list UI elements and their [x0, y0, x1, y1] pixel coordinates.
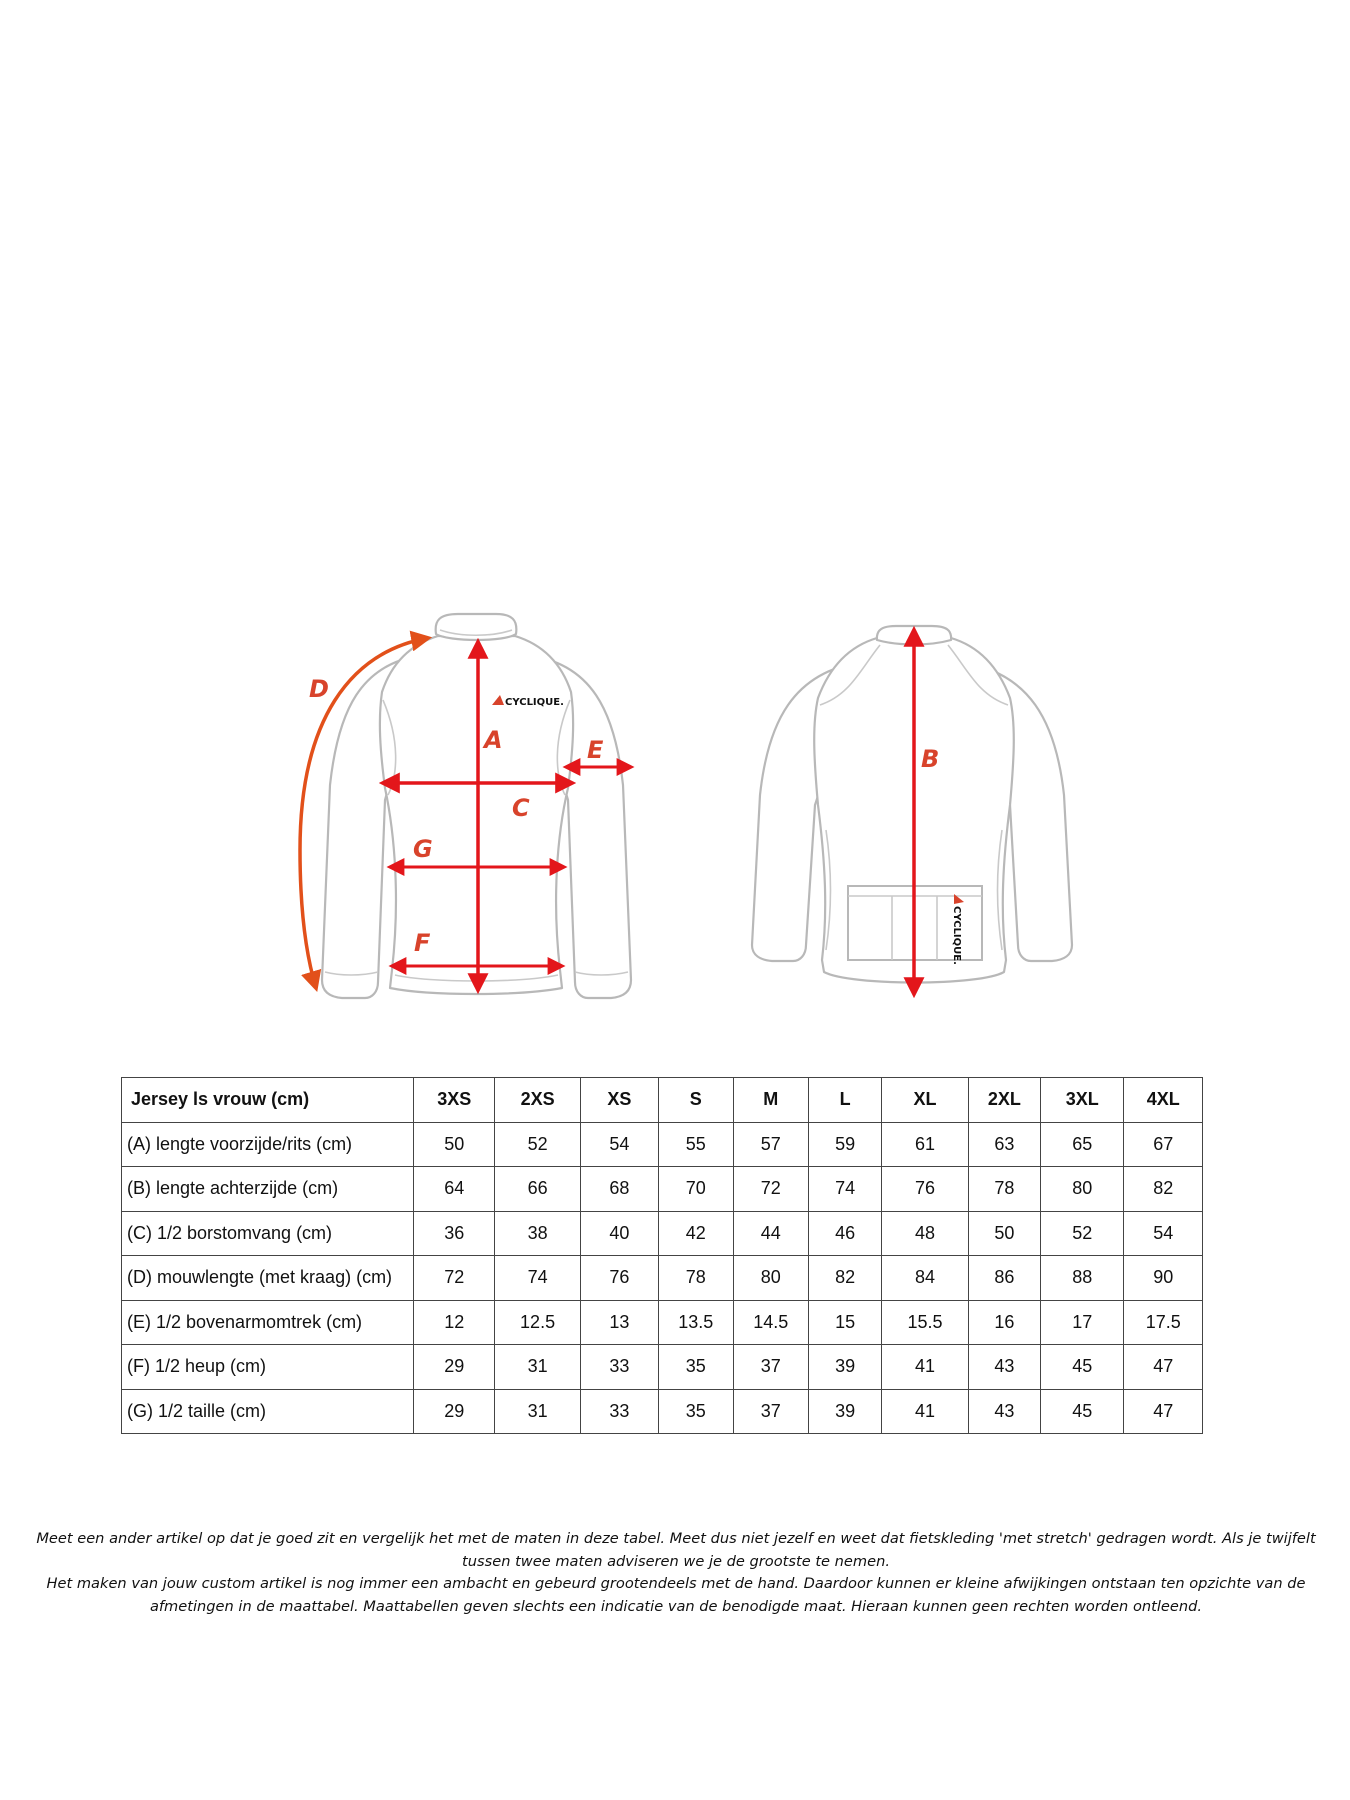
front-brand-text: CYCLIQUE. [505, 697, 564, 708]
table-cell: 39 [809, 1345, 882, 1390]
front-jersey [300, 614, 631, 998]
table-cell: 13.5 [659, 1300, 733, 1345]
table-cell: 63 [968, 1122, 1040, 1167]
table-cell: 76 [580, 1256, 658, 1301]
table-cell: 57 [733, 1122, 808, 1167]
table-row [122, 1389, 1203, 1434]
table-cell: 37 [733, 1389, 808, 1434]
label-g: G [413, 835, 433, 863]
size-header: 2XS [495, 1078, 580, 1123]
row-label: (G) 1/2 taille (cm) [122, 1389, 414, 1434]
label-b: B [921, 745, 940, 773]
table-cell: 35 [659, 1345, 733, 1390]
table-row [122, 1256, 1203, 1301]
disclaimer-line-2: Het maken van jouw custom artikel is nog immer een ambacht en gebeurd grootendeels met de hand. Daardoor kunnen er kleine afwijkingen ontstaan ten opzichte van de afmetingen in de maattabel. Maattabellen geven slechts een indicatie van de benodigde maat. Hieraan kunnen geen rechten worden ontleend. [46, 1575, 1306, 1615]
size-header: 2XL [968, 1078, 1040, 1123]
size-header: M [733, 1078, 808, 1123]
table-cell: 67 [1124, 1122, 1203, 1167]
table-cell: 13 [580, 1300, 658, 1345]
table-cell: 90 [1124, 1256, 1203, 1301]
table-row [122, 1211, 1203, 1256]
table-cell: 33 [580, 1389, 658, 1434]
row-label: (E) 1/2 bovenarmomtrek (cm) [122, 1300, 414, 1345]
label-f: F [414, 929, 431, 957]
table-cell: 43 [968, 1345, 1040, 1390]
table-cell: 12 [414, 1300, 495, 1345]
size-header: 4XL [1124, 1078, 1203, 1123]
table-cell: 86 [968, 1256, 1040, 1301]
table-cell: 39 [809, 1389, 882, 1434]
table-cell: 52 [495, 1122, 580, 1167]
table-cell: 70 [659, 1167, 733, 1212]
table-cell: 50 [414, 1122, 495, 1167]
table-cell: 80 [733, 1256, 808, 1301]
table-cell: 88 [1041, 1256, 1124, 1301]
size-table [121, 1077, 1203, 1434]
row-label: (F) 1/2 heup (cm) [122, 1345, 414, 1390]
label-d: D [309, 675, 329, 703]
size-header: L [809, 1078, 882, 1123]
table-cell: 82 [809, 1256, 882, 1301]
row-label: (D) mouwlengte (met kraag) (cm) [122, 1256, 414, 1301]
table-cell: 14.5 [733, 1300, 808, 1345]
table-cell: 15 [809, 1300, 882, 1345]
table-cell: 35 [659, 1389, 733, 1434]
size-header: XS [580, 1078, 658, 1123]
table-cell: 76 [882, 1167, 968, 1212]
row-label: (B) lengte achterzijde (cm) [122, 1167, 414, 1212]
size-header: S [659, 1078, 733, 1123]
table-cell: 47 [1124, 1345, 1203, 1390]
table-cell: 66 [495, 1167, 580, 1212]
table-cell: 72 [733, 1167, 808, 1212]
table-cell: 74 [809, 1167, 882, 1212]
table-cell: 17.5 [1124, 1300, 1203, 1345]
table-row [122, 1122, 1203, 1167]
table-cell: 50 [968, 1211, 1040, 1256]
table-row [122, 1300, 1203, 1345]
table-cell: 17 [1041, 1300, 1124, 1345]
table-cell: 78 [659, 1256, 733, 1301]
table-cell: 65 [1041, 1122, 1124, 1167]
table-row [122, 1345, 1203, 1390]
table-cell: 38 [495, 1211, 580, 1256]
table-cell: 36 [414, 1211, 495, 1256]
table-cell: 16 [968, 1300, 1040, 1345]
table-cell: 46 [809, 1211, 882, 1256]
size-header: 3XS [414, 1078, 495, 1123]
table-cell: 59 [809, 1122, 882, 1167]
table-cell: 40 [580, 1211, 658, 1256]
table-cell: 80 [1041, 1167, 1124, 1212]
table-cell: 31 [495, 1345, 580, 1390]
disclaimer [18, 1528, 1334, 1618]
table-cell: 72 [414, 1256, 495, 1301]
jersey-measurement-diagram [0, 600, 1350, 1020]
table-cell: 42 [659, 1211, 733, 1256]
table-cell: 12.5 [495, 1300, 580, 1345]
size-header: XL [882, 1078, 968, 1123]
table-cell: 43 [968, 1389, 1040, 1434]
table-cell: 37 [733, 1345, 808, 1390]
label-e: E [587, 736, 604, 764]
label-a: A [484, 726, 503, 754]
table-cell: 52 [1041, 1211, 1124, 1256]
table-cell: 64 [414, 1167, 495, 1212]
disclaimer-line-1: Meet een ander artikel op dat je goed zit en vergelijk het met de maten in deze tabel. Meet dus niet jezelf en weet dat fietskleding 'met stretch' gedragen wordt. Als je twijfelt tussen twee maten adviseren we je de grootste te nemen. [36, 1530, 1316, 1570]
table-cell: 54 [580, 1122, 658, 1167]
table-cell: 44 [733, 1211, 808, 1256]
table-cell: 45 [1041, 1389, 1124, 1434]
label-c: C [512, 794, 530, 822]
table-cell: 48 [882, 1211, 968, 1256]
table-cell: 29 [414, 1389, 495, 1434]
table-cell: 29 [414, 1345, 495, 1390]
table-header-row [122, 1078, 1203, 1123]
table-cell: 45 [1041, 1345, 1124, 1390]
size-header: 3XL [1041, 1078, 1124, 1123]
table-title: Jersey ls vrouw (cm) [122, 1078, 414, 1123]
table-cell: 82 [1124, 1167, 1203, 1212]
table-cell: 41 [882, 1389, 968, 1434]
table-row [122, 1167, 1203, 1212]
table-cell: 41 [882, 1345, 968, 1390]
back-jersey [752, 626, 1072, 994]
table-cell: 55 [659, 1122, 733, 1167]
table-cell: 84 [882, 1256, 968, 1301]
table-cell: 78 [968, 1167, 1040, 1212]
back-brand-text: CYCLIQUE. [951, 906, 962, 965]
table-cell: 33 [580, 1345, 658, 1390]
table-cell: 31 [495, 1389, 580, 1434]
table-cell: 74 [495, 1256, 580, 1301]
table-cell: 61 [882, 1122, 968, 1167]
table-cell: 68 [580, 1167, 658, 1212]
table-cell: 47 [1124, 1389, 1203, 1434]
table-cell: 54 [1124, 1211, 1203, 1256]
table-cell: 15.5 [882, 1300, 968, 1345]
row-label: (A) lengte voorzijde/rits (cm) [122, 1122, 414, 1167]
row-label: (C) 1/2 borstomvang (cm) [122, 1211, 414, 1256]
